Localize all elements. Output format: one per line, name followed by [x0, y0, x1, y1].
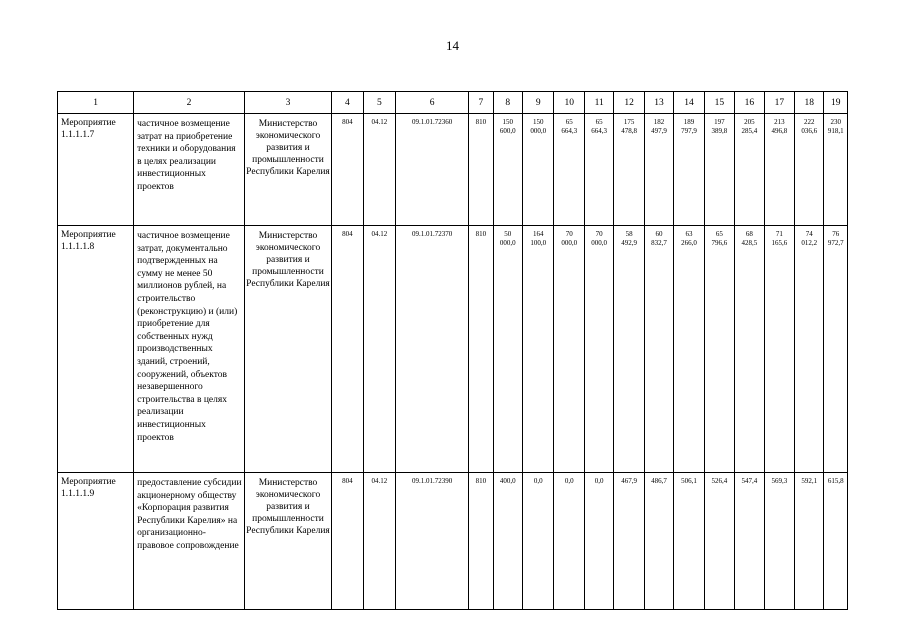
value-part: 012,2 [801, 239, 818, 247]
header-cell: 6 [396, 92, 469, 114]
value-cell [735, 114, 764, 226]
value-cell [554, 226, 584, 473]
value-part: 615,8 [827, 477, 844, 485]
event-name-cell: Мероприятие 1.1.1.1.7 [58, 114, 134, 226]
value-part: 000,0 [561, 239, 578, 247]
value-part: 664,3 [561, 127, 578, 135]
value-part: 266,0 [681, 239, 697, 247]
value-cell [674, 226, 704, 473]
value-part: 205 [744, 118, 755, 126]
value-cell [824, 226, 848, 473]
header-cell: 18 [795, 92, 824, 114]
value-part: 467,9 [621, 477, 637, 485]
header-cell: 1 [58, 92, 134, 114]
table-row [58, 473, 848, 610]
value-cell [735, 226, 764, 473]
code-cell: 04.12 [363, 473, 395, 610]
value-cell [795, 114, 824, 226]
value-cell [764, 473, 794, 610]
table-row [58, 226, 848, 473]
value-part: 000,0 [499, 239, 516, 247]
value-part: 036,6 [801, 127, 818, 135]
value-part: 285,4 [741, 127, 758, 135]
value-part: 797,9 [681, 127, 697, 135]
value-cell [614, 114, 644, 226]
value-part: 175 [623, 118, 635, 126]
code-cell: 810 [469, 114, 493, 226]
header-cell: 11 [584, 92, 613, 114]
header-cell: 4 [332, 92, 363, 114]
code-cell: 810 [469, 226, 493, 473]
value-cell [523, 114, 554, 226]
code-cell: 804 [332, 226, 363, 473]
value-part: 972,7 [827, 239, 844, 247]
value-part: 592,1 [801, 477, 818, 485]
value-part: 60 [655, 230, 663, 238]
value-cell [584, 226, 613, 473]
value-part: 222 [804, 118, 815, 126]
value-part: 65 [595, 118, 603, 126]
value-part: 506,1 [681, 477, 697, 485]
value-part: 164 [532, 230, 544, 238]
code-cell: 09.1.01.72370 [396, 226, 469, 473]
value-part: 486,7 [651, 477, 667, 485]
value-part: 497,9 [651, 127, 667, 135]
value-part: 150 [532, 118, 544, 126]
event-name-cell: Мероприятие 1.1.1.1.9 [58, 473, 134, 610]
header-cell: 15 [704, 92, 734, 114]
value-cell [764, 114, 794, 226]
header-cell: 10 [554, 92, 584, 114]
value-cell [523, 226, 554, 473]
header-cell: 16 [735, 92, 764, 114]
value-part: 526,4 [711, 477, 728, 485]
header-cell: 17 [764, 92, 794, 114]
value-part: 0,0 [564, 477, 574, 485]
value-cell [674, 114, 704, 226]
executor-cell: Министерство экономического развития и промышленности Республики Карелия [244, 114, 331, 226]
header-cell: 9 [523, 92, 554, 114]
value-part: 76 [832, 230, 840, 238]
value-cell [614, 473, 644, 610]
value-part: 000,0 [591, 239, 608, 247]
header-cell: 19 [824, 92, 848, 114]
value-part: 150 [502, 118, 514, 126]
value-part: 65 [565, 118, 573, 126]
code-cell: 804 [332, 473, 363, 610]
value-cell [493, 473, 522, 610]
event-name-cell: Мероприятие 1.1.1.1.8 [58, 226, 134, 473]
code-cell: 09.1.01.72360 [396, 114, 469, 226]
value-cell [554, 473, 584, 610]
value-part: 100,0 [530, 239, 547, 247]
code-cell: 04.12 [363, 226, 395, 473]
executor-cell: Министерство экономического развития и промышленности Республики Карелия [244, 226, 331, 473]
value-part: 547,4 [741, 477, 758, 485]
code-cell: 04.12 [363, 114, 395, 226]
header-cell: 14 [674, 92, 704, 114]
value-cell [584, 114, 613, 226]
value-cell [644, 226, 673, 473]
value-cell [493, 226, 522, 473]
value-part: 569,3 [771, 477, 788, 485]
value-cell [644, 473, 673, 610]
executor-cell: Министерство экономического развития и промышленности Республики Карелия [244, 473, 331, 610]
code-cell: 804 [332, 114, 363, 226]
value-part: 0,0 [594, 477, 604, 485]
header-cell: 3 [244, 92, 331, 114]
value-cell [644, 114, 673, 226]
value-part: 230 [830, 118, 841, 126]
value-part: 74 [805, 230, 813, 238]
value-part: 796,6 [711, 239, 728, 247]
value-part: 389,8 [711, 127, 728, 135]
value-part: 68 [745, 230, 753, 238]
value-cell [704, 473, 734, 610]
value-cell [554, 114, 584, 226]
header-cell: 13 [644, 92, 673, 114]
value-cell [493, 114, 522, 226]
header-cell: 12 [614, 92, 644, 114]
value-cell [704, 114, 734, 226]
description-cell: частичное возмещение затрат, документально подтвержденных на сумму не менее 50 миллионов рублей, на строительство (реконструкцию) и (или) приобретение для собственных нужд производственных зданий, строений, сооружений, объектов незавершенного строительства в целях реализации инвестиционных проектов [134, 226, 245, 473]
value-part: 918,1 [827, 127, 844, 135]
value-cell [824, 473, 848, 610]
header-cell: 7 [469, 92, 493, 114]
header-cell: 2 [134, 92, 245, 114]
value-part: 213 [774, 118, 785, 126]
value-part: 0,0 [533, 477, 543, 485]
header-cell: 5 [363, 92, 395, 114]
value-cell [674, 473, 704, 610]
value-cell [795, 473, 824, 610]
value-part: 71 [775, 230, 783, 238]
header-cell: 8 [493, 92, 522, 114]
value-cell [735, 473, 764, 610]
page-number: 14 [446, 38, 459, 53]
description-cell: предоставление субсидии акционерному обществу «Корпорация развития Республики Карелия» на организационно-правовое сопровождение [134, 473, 245, 610]
description-cell: частичное возмещение затрат на приобретение техники и оборудования в целях реализации инвестиционных проектов [134, 114, 245, 226]
value-part: 165,6 [771, 239, 788, 247]
value-cell [764, 226, 794, 473]
value-part: 496,8 [771, 127, 788, 135]
value-cell [584, 473, 613, 610]
value-part: 400,0 [499, 477, 516, 485]
value-part: 428,5 [741, 239, 758, 247]
value-part: 58 [625, 230, 633, 238]
budget-table [57, 91, 848, 610]
value-part: 832,7 [651, 239, 667, 247]
header-row [58, 92, 848, 114]
value-part: 70 [595, 230, 603, 238]
value-part: 600,0 [499, 127, 516, 135]
value-part: 63 [685, 230, 693, 238]
value-part: 664,3 [591, 127, 608, 135]
value-cell [523, 473, 554, 610]
value-cell [824, 114, 848, 226]
value-cell [614, 226, 644, 473]
value-part: 197 [714, 118, 725, 126]
value-part: 000,0 [530, 127, 547, 135]
value-part: 189 [683, 118, 695, 126]
table-row [58, 114, 848, 226]
value-part: 492,9 [621, 239, 637, 247]
value-cell [704, 226, 734, 473]
value-cell [795, 226, 824, 473]
value-part: 65 [715, 230, 723, 238]
value-part: 478,8 [621, 127, 637, 135]
value-part: 70 [565, 230, 573, 238]
code-cell: 09.1.01.72390 [396, 473, 469, 610]
value-part: 50 [504, 230, 512, 238]
value-part: 182 [653, 118, 665, 126]
code-cell: 810 [469, 473, 493, 610]
